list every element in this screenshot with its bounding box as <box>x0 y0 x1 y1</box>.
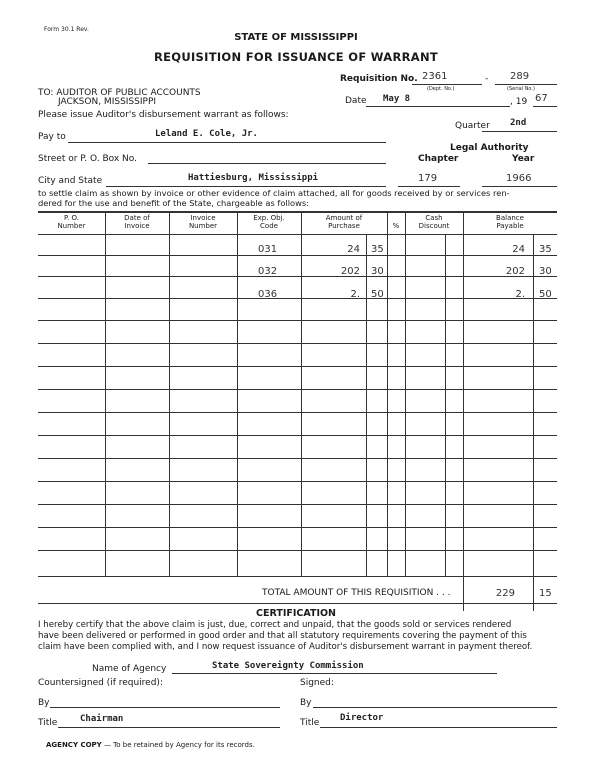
row-line <box>38 435 557 436</box>
row-line <box>38 481 557 482</box>
footer-note <box>46 741 255 749</box>
total-bottom-border <box>38 603 557 604</box>
row-line <box>38 576 557 577</box>
signed-title-value: Director <box>340 713 384 723</box>
total-cents: 15 <box>539 588 552 599</box>
to-line-3: Please issue Auditor's disbursement warrant as follows: <box>38 110 289 120</box>
row-line <box>38 504 557 505</box>
footer-rest: — To be retained by Agency for its records. <box>101 741 255 749</box>
exp-code-cell: 032 <box>258 266 278 277</box>
quarter-line <box>482 131 557 132</box>
requisition-dash: - <box>485 74 489 84</box>
balance-dollars-cell: 2. <box>515 289 525 300</box>
col-divider <box>387 211 388 576</box>
col-divider <box>169 211 170 576</box>
col-divider <box>533 234 534 611</box>
form-number: Form 30.1 Rev. <box>44 26 89 33</box>
certification-line-1: I hereby certify that the above claim is just, due, correct and unpaid, that the goods sold or services rendered <box>38 620 512 630</box>
to-line-1: TO: AUDITOR OF PUBLIC ACCOUNTS <box>38 88 201 98</box>
row-line <box>38 550 557 551</box>
row-line <box>38 320 557 321</box>
requisition-label: Requisition No. <box>340 74 418 84</box>
table-top-border <box>38 211 557 213</box>
balance-dollars-cell: 202 <box>505 266 525 277</box>
dept-no-value: 2361 <box>422 71 448 82</box>
table-header-border <box>38 234 557 235</box>
amount-dollars-cell: 202 <box>340 266 360 277</box>
certification-title: CERTIFICATION <box>255 608 337 619</box>
signed-title-line <box>320 727 557 728</box>
chapter-line <box>398 186 460 187</box>
col-divider <box>445 234 446 576</box>
col-header-percent: % <box>392 222 400 230</box>
serial-no-caption: (Serial No.) <box>507 86 535 92</box>
col-header-exp-obj-code: Exp. Obj. Code <box>253 214 285 230</box>
legal-year-value: 1966 <box>506 173 532 184</box>
col-header-amount: Amount of Purchase <box>325 214 363 230</box>
col-header-date-of-invoice: Date of Invoice <box>124 214 150 230</box>
row-line <box>38 527 557 528</box>
balance-dollars-cell: 24 <box>512 244 525 255</box>
col-divider <box>405 211 406 576</box>
year-prefix: , 19 <box>510 97 528 107</box>
amount-cents-cell: 50 <box>371 289 384 300</box>
street-line <box>148 163 386 164</box>
year-suffix: 67 <box>535 93 548 104</box>
row-line <box>38 458 557 459</box>
year-line <box>533 106 557 107</box>
col-divider <box>366 234 367 576</box>
row-line <box>38 412 557 413</box>
agency-name-line <box>172 673 497 674</box>
countersign-title-label: Title <box>38 718 58 728</box>
row-line <box>38 366 557 367</box>
col-divider <box>463 211 464 611</box>
date-label: Date <box>345 96 367 106</box>
col-divider <box>237 211 238 576</box>
city-label: City and State <box>38 176 103 186</box>
pay-to-line <box>68 142 386 143</box>
signed-label: Signed: <box>300 678 334 688</box>
amount-cents-cell: 30 <box>371 266 384 277</box>
to-line-2: JACKSON, MISSISSIPPI <box>58 97 157 107</box>
total-label: TOTAL AMOUNT OF THIS REQUISITION . . . <box>262 588 451 598</box>
row-line <box>38 343 557 344</box>
row-line <box>38 255 557 256</box>
exp-code-cell: 031 <box>258 244 278 255</box>
year-label: Year <box>512 154 535 164</box>
state-heading: STATE OF MISSISSIPPI <box>234 32 358 43</box>
settle-text-1: to settle claim as shown by invoice or other evidence of claim attached, all for goods received by or services ren- <box>38 188 510 198</box>
agency-name-label: Name of Agency <box>92 664 167 674</box>
signed-by-line <box>313 707 557 708</box>
chapter-value: 179 <box>418 173 438 184</box>
col-header-balance: Balance Payable <box>496 214 524 230</box>
amount-dollars-cell: 2. <box>350 289 360 300</box>
footer-agency-copy: AGENCY COPY <box>46 741 102 749</box>
signed-by-label: By <box>300 698 312 708</box>
col-divider <box>105 211 106 576</box>
col-header-po-number: P. O. Number <box>57 214 86 230</box>
pay-to-label: Pay to <box>38 132 66 142</box>
date-value: May 8 <box>383 94 411 104</box>
quarter-label: Quarter <box>455 121 490 131</box>
col-header-cash-discount: Cash Discount <box>418 214 450 230</box>
serial-no-value: 289 <box>510 71 530 82</box>
signed-title-label: Title <box>300 718 320 728</box>
balance-cents-cell: 35 <box>539 244 552 255</box>
exp-code-cell: 036 <box>258 289 278 300</box>
certification-line-3: claim have been complied with, and I now request issuance of Auditor's disbursement warrant in payment thereof. <box>38 642 533 652</box>
city-value: Hattiesburg, Mississippi <box>188 173 319 183</box>
dept-no-line <box>412 84 482 85</box>
date-line <box>366 106 510 107</box>
pay-to-value: Leland E. Cole, Jr. <box>155 129 258 139</box>
agency-name-value: State Sovereignty Commission <box>212 661 364 671</box>
chapter-label: Chapter <box>418 154 459 164</box>
col-divider <box>301 211 302 576</box>
legal-authority-heading: Legal Authority <box>450 143 529 153</box>
legal-year-line <box>482 186 557 187</box>
street-label: Street or P. O. Box No. <box>38 154 137 164</box>
countersigned-label: Countersigned (if required): <box>38 678 163 688</box>
settle-text-2: dered for the use and benefit of the State, chargeable as follows: <box>38 198 310 208</box>
countersign-title-line <box>58 727 280 728</box>
balance-cents-cell: 50 <box>539 289 552 300</box>
row-line <box>38 389 557 390</box>
dept-no-caption: (Dept. No.) <box>427 86 455 92</box>
balance-cents-cell: 30 <box>539 266 552 277</box>
countersign-title-value: Chairman <box>80 714 124 724</box>
quarter-value: 2nd <box>510 118 527 128</box>
certification-line-2: have been delivered or performed in good order and that all statutory requirements covering the payment of this <box>38 631 527 641</box>
countersign-by-label: By <box>38 698 50 708</box>
form-title: REQUISITION FOR ISSUANCE OF WARRANT <box>153 50 439 64</box>
countersign-by-line <box>50 707 280 708</box>
city-line <box>106 186 386 187</box>
amount-cents-cell: 35 <box>371 244 384 255</box>
col-header-invoice-number: Invoice Number <box>188 214 218 230</box>
serial-no-line <box>495 84 557 85</box>
amount-dollars-cell: 24 <box>347 244 360 255</box>
total-dollars: 229 <box>495 588 515 599</box>
